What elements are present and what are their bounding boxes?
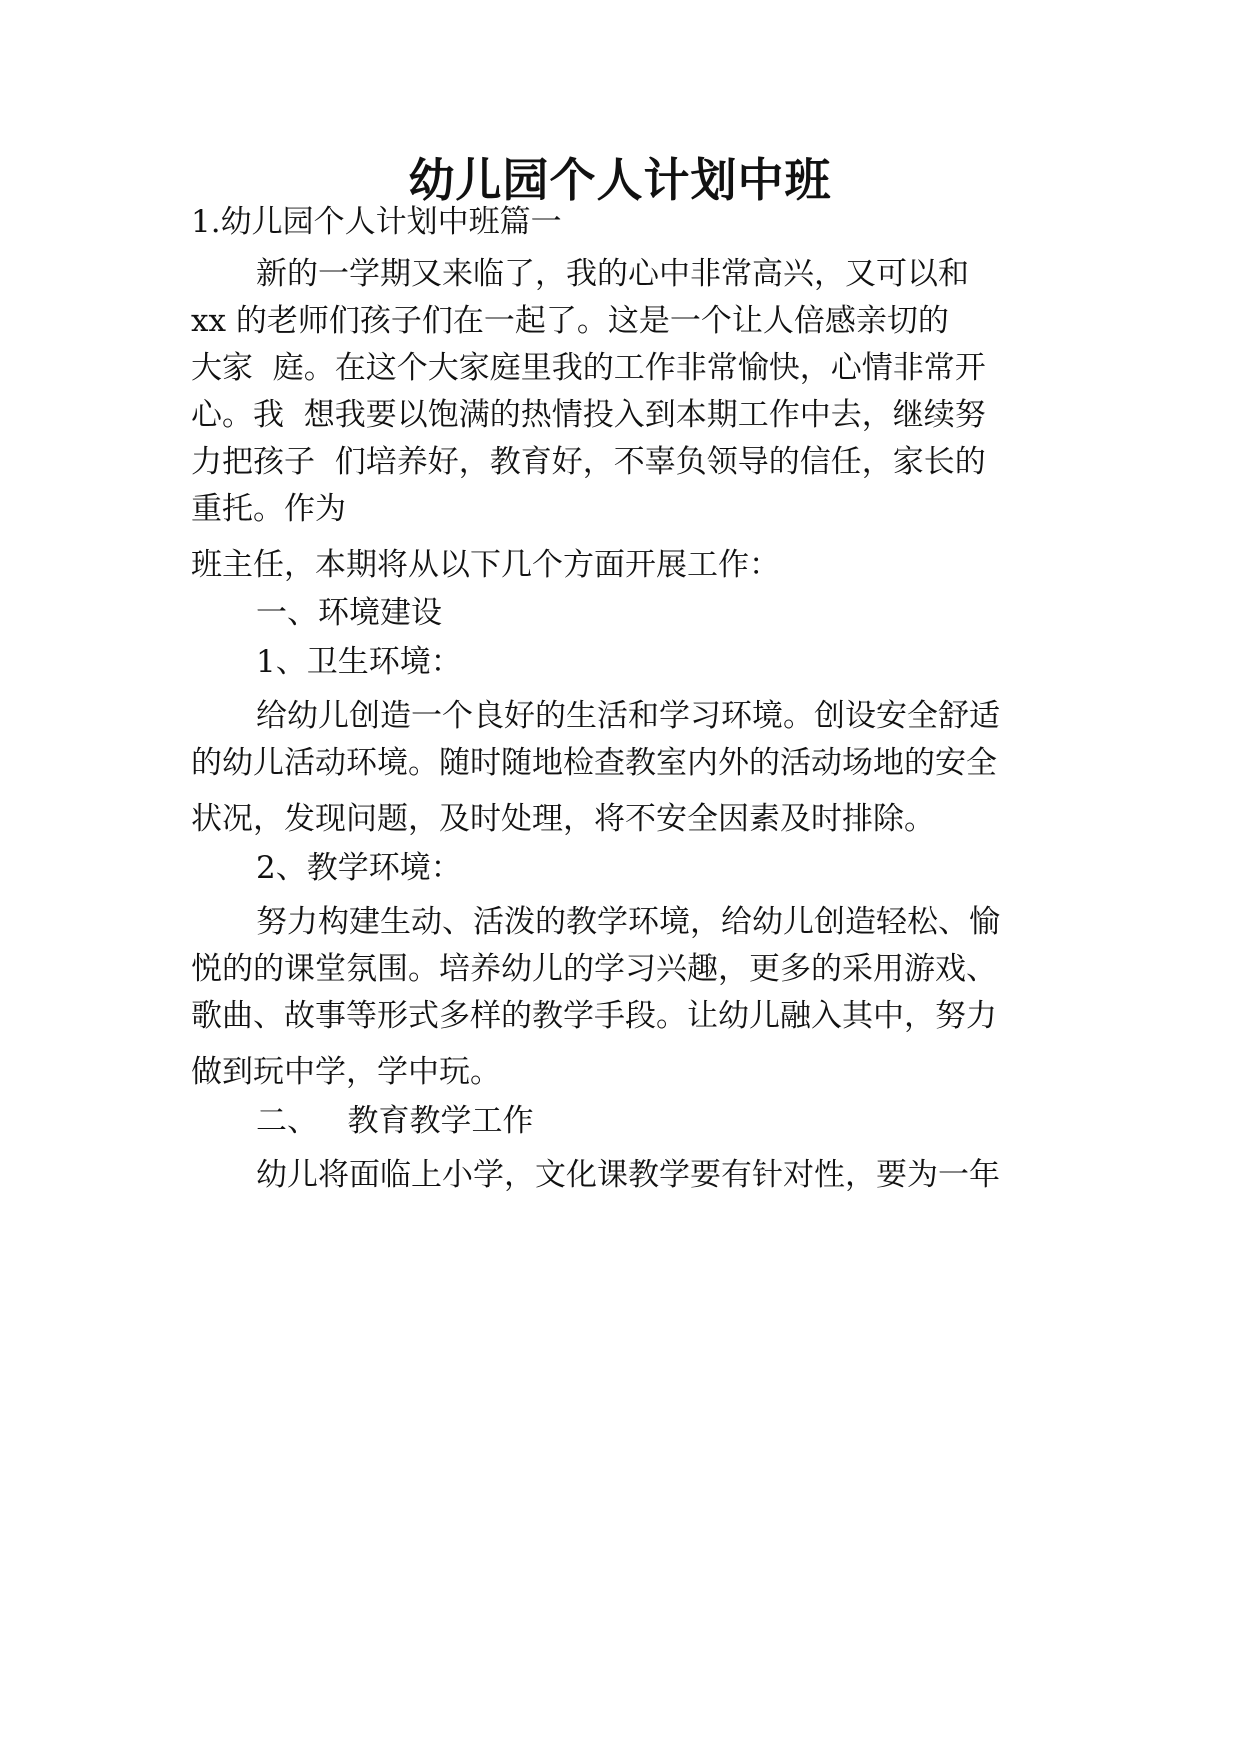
paragraph-line: xx 的老师们孩子们在一起了。这是一个让人倍感亲切的 — [191, 303, 949, 339]
paragraph-line: 大家 庭。在这个大家庭里我的工作非常愉快，心情非常开 — [191, 350, 986, 386]
paragraph-line: 心。我 想我要以饱满的热情投入到本期工作中去，继续努 — [191, 397, 986, 433]
section-heading: 1.幼儿园个人计划中班篇一 — [191, 204, 562, 240]
subsection-heading: 2、教学环境： — [256, 850, 462, 886]
paragraph-line: 幼儿将面临上小学，文化课教学要有针对性，要为一年 — [256, 1157, 1000, 1193]
paragraph-line: 给幼儿创造一个良好的生活和学习环境。创设安全舒适 — [256, 698, 1000, 734]
document-title: 幼儿园个人计划中班 — [408, 153, 832, 207]
paragraph-line: 歌曲、故事等形式多样的教学手段。让幼儿融入其中，努力 — [191, 998, 997, 1034]
paragraph-line: 的幼儿活动环境。随时随地检查教室内外的活动场地的安全 — [191, 745, 997, 781]
subsection-heading: 1、卫生环境： — [256, 644, 462, 680]
paragraph-line: 努力构建生动、活泼的教学环境，给幼儿创造轻松、愉 — [256, 904, 1000, 940]
paragraph-line: 班主任，本期将从以下几个方面开展工作： — [191, 547, 780, 583]
subsection-heading: 二、 教育教学工作 — [256, 1103, 534, 1139]
paragraph-line: 做到玩中学，学中玩。 — [191, 1054, 501, 1090]
paragraph-line: 新的一学期又来临了，我的心中非常高兴，又可以和 — [256, 256, 969, 292]
paragraph-line: 力把孩子 们培养好，教育好，不辜负领导的信任，家长的 — [191, 444, 986, 480]
paragraph-line: 状况，发现问题，及时处理，将不安全因素及时排除。 — [191, 801, 935, 837]
paragraph-line: 重托。作为 — [191, 491, 346, 527]
paragraph-line: 悦的的课堂氛围。培养幼儿的学习兴趣，更多的采用游戏、 — [191, 951, 997, 987]
subsection-heading: 一、环境建设 — [256, 595, 442, 631]
